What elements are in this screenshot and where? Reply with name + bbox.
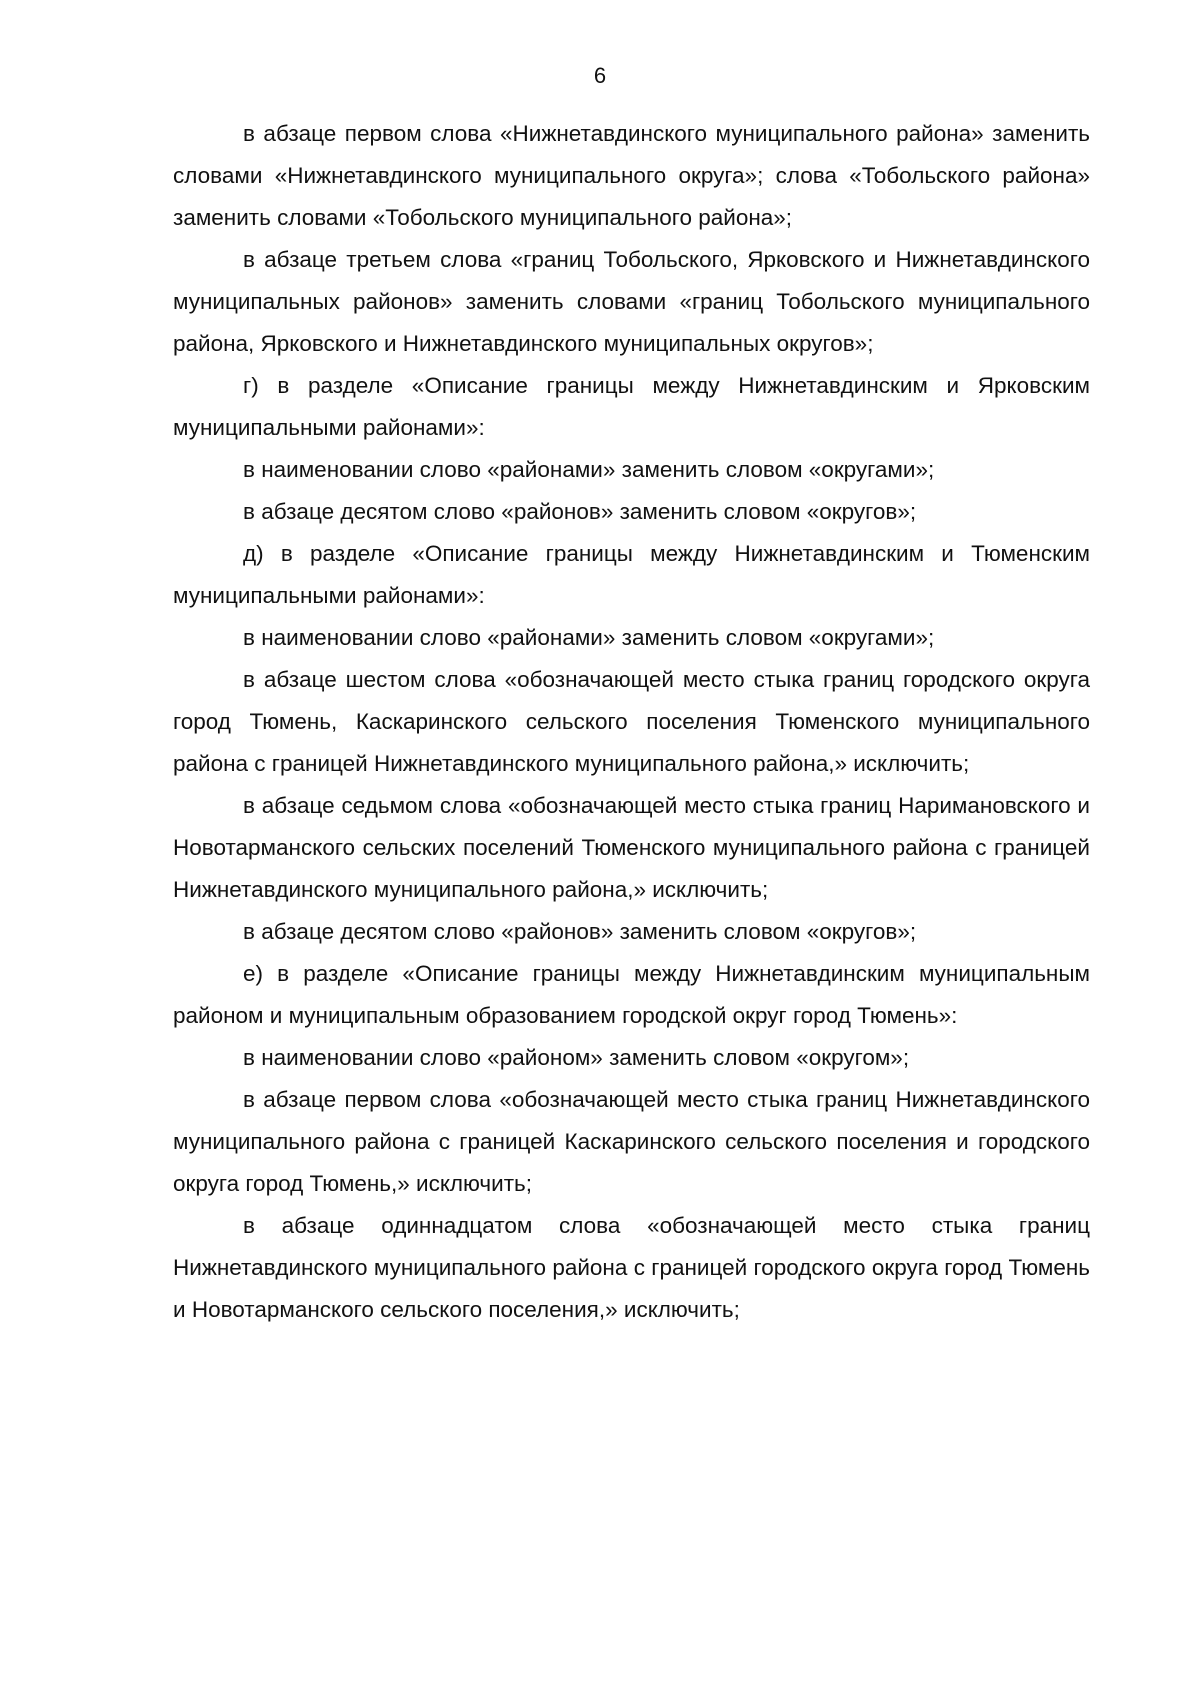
paragraph: в абзаце шестом слова «обозначающей место стыка границ городского округа город Тюмень, Каскаринского сельского поселения Тюменского муниципального района с границей Нижнетавдинского муниципального района,» исключить; [173,667,1090,776]
paragraph: в абзаце первом слова «обозначающей место стыка границ Нижнетавдинского муниципального района с границей Каскаринского сельского поселения и городского округа город Тюмень,» исключить; [173,1087,1090,1196]
paragraph: в абзаце первом слова «Нижнетавдинского муниципального района» заменить словами «Нижнетавдинского муниципального округа»; слова «Тобольского района» заменить словами «Тобольского муниципального района»; [173,121,1090,230]
paragraph: в наименовании слово «районами» заменить словом «округами»; [243,457,935,482]
page-number: 6 [593,63,607,88]
paragraph: г) в разделе «Описание границы между Нижнетавдинским и Ярковским муниципальными районами»: [173,373,1090,440]
paragraph: в абзаце третьем слова «границ Тобольского, Ярковского и Нижнетавдинского муниципальных районов» заменить словами «границ Тобольского муниципального района, Ярковского и Нижнетавдинского муниципальных округов»; [173,247,1090,356]
paragraph: в абзаце седьмом слова «обозначающей место стыка границ Наримановского и Новотарманского сельских поселений Тюменского муниципального района с границей Нижнетавдинского муниципального района,» исключить; [173,793,1090,902]
paragraph: е) в разделе «Описание границы между Нижнетавдинским муниципальным районом и муниципальным образованием городской округ город Тюмень»: [173,961,1090,1028]
paragraph: в абзаце десятом слово «районов» заменить словом «округов»; [243,919,917,944]
paragraph: в абзаце десятом слово «районов» заменить словом «округов»; [243,499,917,524]
paragraph: в наименовании слово «районом» заменить словом «округом»; [243,1045,910,1070]
paragraph: в наименовании слово «районами» заменить словом «округами»; [243,625,935,650]
document-body [173,113,1090,1331]
paragraph: в абзаце одиннадцатом слова «обозначающей место стыка границ Нижнетавдинского муниципального района с границей городского округа город Тюмень и Новотарманского сельского поселения,» исключить; [173,1213,1090,1322]
paragraph: д) в разделе «Описание границы между Нижнетавдинским и Тюменским муниципальными районами»: [173,541,1090,608]
